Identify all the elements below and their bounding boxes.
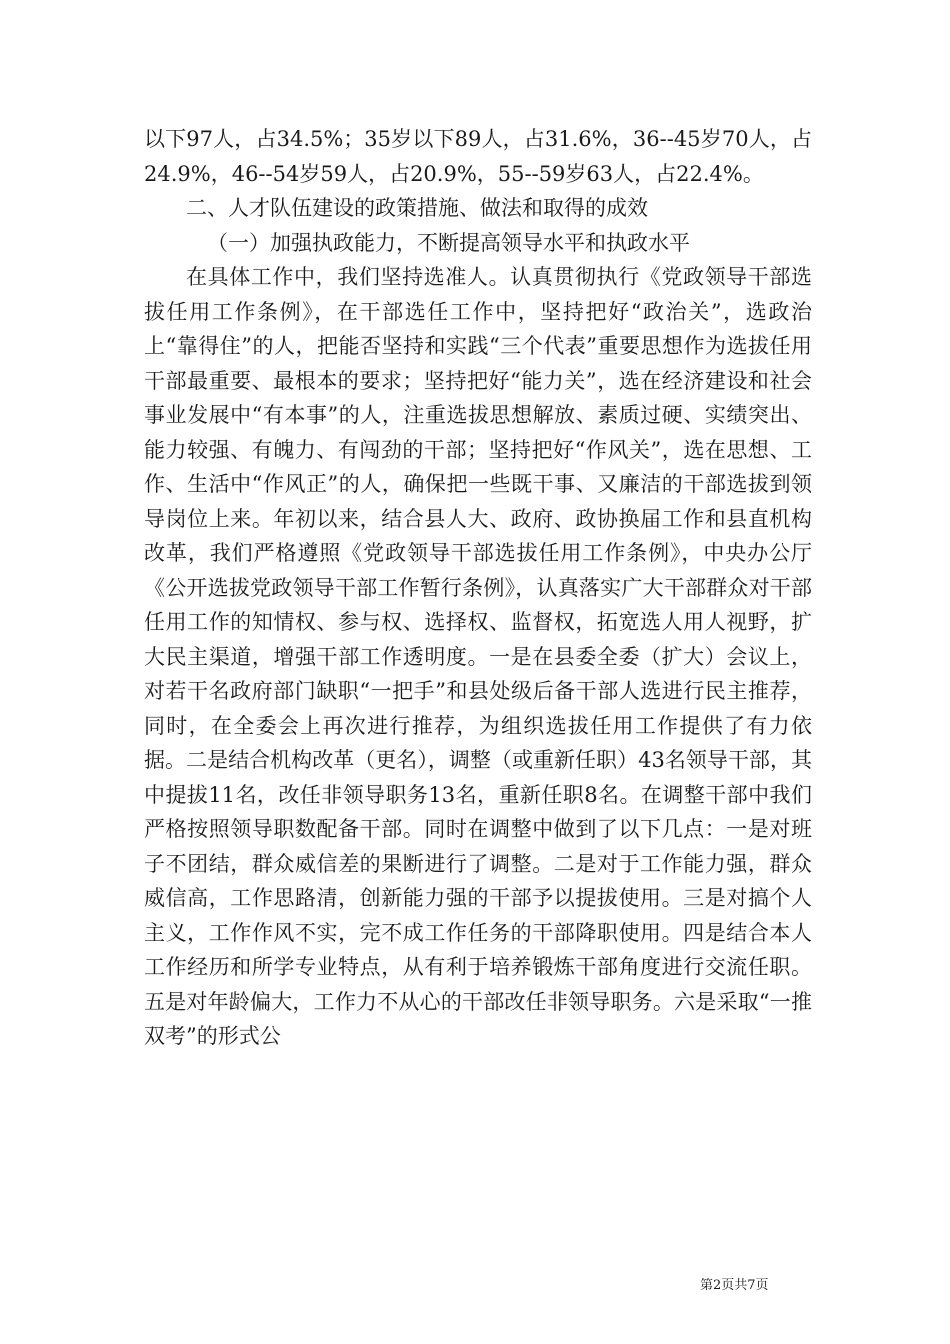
paragraph-cadre-selection: 在具体工作中，我们坚持选准人。认真贯彻执行《党政领导干部选拔任用工作条例》，在干部选任工作中，坚持把好“政治关”，选政治上“靠得住”的人，把能否坚持和实践“三个代表”重要思想作为选拔任用干部最重要、最根本的要求；坚持把好“能力关”，选在经济建设和社会事业发展中“有本事”的人，注重选拔思想解放、素质过硬、实绩突出、能力较强、有魄力、有闯劲的干部；坚持把好“作风关”，选在思想、工作、生活中“作风正”的人，确保把一些既干事、又廉洁的干部选拔到领导岗位上来。年初以来，结合县人大、政府、政协换届工作和县直机构改革，我们严格遵照《党政领导干部选拔任用工作条例》，中央办公厅《公开选拔党政领导干部工作暂行条例》，认真落实广大干部群众对干部任用工作的知情权、参与权、选择权、监督权，拓宽选人用人视野，扩大民主渠道，增强干部工作透明度。一是在县委全委（扩大）会议上，对若干名政府部门缺职“一把手”和县处级后备干部人选进行民主推荐，同时，在全委会上再次进行推荐，为组织选拔任用工作提供了有力依据。二是结合机构改革（更名），调整（或重新任职）43名领导干部，其中提拔11名，改任非领导职务13名，重新任职8名。在调整干部中我们严格按照领导职数配备干部。同时在调整中做到了以下几点：一是对班子不团结，群众威信差的果断进行了调整。二是对于工作能力强，群众威信高，工作思路清，创新能力强的干部予以提拔使用。三是对搞个人主义，工作作风不实，完不成工作任务的干部降职使用。四是结合本人工作经历和所学专业特点，从有利于培养锻炼干部角度进行交流任职。五是对年龄偏大，工作力不从心的干部改任非领导职务。六是采取“一推双考”的形式公 [144, 265, 812, 1048]
document-body [144, 122, 812, 1054]
section-heading-talent-policy: 二、人才队伍建设的政策措施、做法和取得的成效 [186, 196, 648, 220]
paragraph-age-statistics: 以下97人，占34.5%；35岁以下89人，占31.6%，36--45岁70人，占24.9%，46--54岁59人，占20.9%，55--59岁63人，占22.4%。 [144, 127, 812, 186]
subsection-heading-governing-ability: （一）加强执政能力，不断提高领导水平和执政水平 [207, 230, 690, 255]
page-number-footer: 第2页共7页 [700, 1278, 769, 1293]
